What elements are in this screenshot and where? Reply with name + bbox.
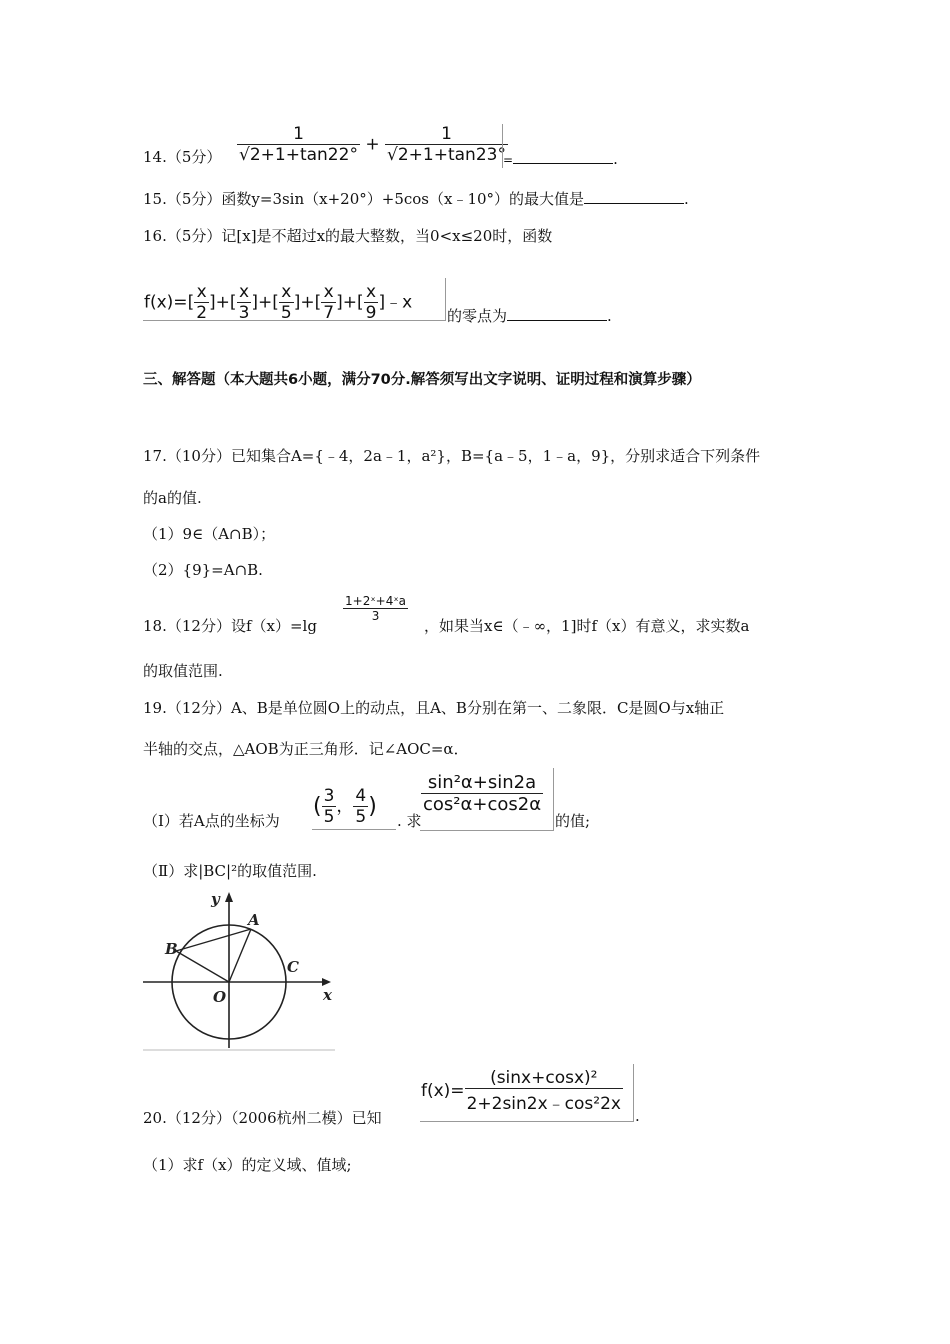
q18-fraction bbox=[343, 594, 408, 623]
q20-num: (sinx+cosx)² bbox=[490, 1068, 598, 1088]
q17-part1: （1）9∈（A∩B）； bbox=[143, 525, 276, 543]
label-x: x bbox=[323, 986, 332, 1004]
segment-ab bbox=[176, 929, 251, 951]
q16-term-2-num: x bbox=[281, 282, 292, 302]
q20-den: 2+2sin2x﹣cos²2x bbox=[466, 1094, 621, 1114]
q18-den: 3 bbox=[371, 609, 380, 623]
q16-blank[interactable] bbox=[507, 319, 607, 321]
q16-term-1-den: 3 bbox=[238, 303, 250, 323]
q19-expr-img-edge bbox=[553, 768, 554, 831]
q20-img-edge bbox=[633, 1064, 634, 1122]
q16-term-0 bbox=[194, 282, 209, 323]
q19-part1-prefix: （Ⅰ）若A点的坐标为 bbox=[143, 812, 280, 830]
q14-eq: = bbox=[503, 153, 514, 167]
q19-expr-num: sin²α+sin2a bbox=[427, 772, 537, 793]
q14-answer bbox=[503, 150, 618, 168]
q19-figure bbox=[143, 888, 335, 1052]
q14-term1-num: 1 bbox=[293, 124, 304, 144]
q20-line1 bbox=[143, 1107, 382, 1128]
q17-line1: 17.（10分）已知集合A={﹣4，2a﹣1，a²}，B={a﹣5，1﹣a，9}，分别求适合下列条件 bbox=[143, 447, 761, 465]
q19-coord bbox=[313, 786, 377, 827]
q19-coord-n1: 3 bbox=[323, 786, 335, 806]
q19-part1-suffix: 的值; bbox=[555, 812, 591, 830]
q19-coord-n2: 4 bbox=[355, 786, 367, 806]
q14-term1-den: √2+1+tan22° bbox=[239, 145, 358, 165]
q16-term-2-close: ]+ bbox=[293, 292, 315, 313]
q16-line1 bbox=[143, 225, 552, 246]
q16-term-1-close: ]+ bbox=[251, 292, 273, 313]
q17-part2: （2）{9}=A∩B. bbox=[143, 561, 263, 579]
q19-coord-close: ) bbox=[368, 794, 377, 819]
q18-suffix-line bbox=[424, 615, 749, 636]
label-b: B bbox=[165, 940, 178, 958]
q16-term-3-close: ]+ bbox=[336, 292, 357, 313]
y-axis-arrow-icon bbox=[225, 892, 233, 902]
q16-term-1-num: x bbox=[238, 282, 249, 302]
q14-line bbox=[143, 146, 221, 167]
q16-term-2-open: [ bbox=[272, 292, 279, 313]
q19-coord-open: ( bbox=[313, 794, 322, 819]
q15-line bbox=[143, 188, 689, 209]
q14-label: 14.（5分） bbox=[143, 148, 222, 166]
q15-text: 15.（5分）函数y=3sin（x+20°）+5cos（x﹣10°）的最大值是 bbox=[143, 190, 585, 208]
section-heading: 三、解答题（本大题共6小题，满分70分.解答须写出文字说明、证明过程和演算步骤） bbox=[143, 372, 701, 388]
q18-suffix: ，如果当x∈（﹣∞，1]时f（x）有意义，求实数a bbox=[424, 617, 750, 635]
q16-text: 16.（5分）记[x]是不超过x的最大整数，当0<x≤20时，函数 bbox=[143, 227, 553, 245]
q16-term-1-open: [ bbox=[229, 292, 237, 313]
q20-prefix: 20.（12分）（2006杭州二模）已知 bbox=[143, 1109, 382, 1127]
q20-f: f(x)= bbox=[421, 1081, 465, 1101]
q18-prefix: 18.（12分）设f（x）=lg bbox=[143, 617, 317, 635]
q16-term-3-open: [ bbox=[314, 292, 322, 313]
x-axis-arrow-icon bbox=[322, 978, 331, 986]
q16-term-1 bbox=[237, 282, 252, 323]
q16-img-bottom bbox=[143, 320, 446, 321]
q19-line1: 19.（12分）A、B是单位圆O上的动点，且A、B分别在第一、二象限．C是圆O与x轴正 bbox=[143, 699, 725, 717]
q14-plus: + bbox=[365, 134, 380, 155]
q16-term-4-den: 9 bbox=[365, 303, 377, 323]
q14-formula bbox=[237, 124, 508, 165]
q18-num: 1+2ˣ+4ˣa bbox=[345, 594, 407, 608]
q16-term-4 bbox=[364, 282, 379, 323]
segment-ob bbox=[176, 951, 229, 982]
q15-blank[interactable] bbox=[584, 202, 684, 204]
q14-term1 bbox=[237, 124, 360, 165]
q16-term-4-close: ]﹣x bbox=[378, 292, 413, 313]
q16-term-0-den: 2 bbox=[196, 303, 208, 323]
q20-end: . bbox=[635, 1107, 640, 1125]
q19-line2: 半轴的交点，△AOB为正三角形．记∠AOC=α． bbox=[143, 740, 469, 758]
label-a: A bbox=[248, 911, 260, 929]
q16-answer bbox=[447, 305, 612, 326]
q16-term-3-den: 7 bbox=[323, 303, 335, 323]
q18-line1 bbox=[143, 615, 317, 636]
q16-term-3-num: x bbox=[323, 282, 334, 302]
q19-coord-d2: 5 bbox=[355, 807, 367, 827]
q19-coord-img-bottom bbox=[312, 829, 396, 830]
q19-expr-img-bottom bbox=[420, 830, 554, 831]
q16-term-0-num: x bbox=[196, 282, 207, 302]
q16-term-0-close: ]+ bbox=[209, 292, 230, 313]
q14-term2-den: √2+1+tan23° bbox=[387, 145, 506, 165]
q19-part1-mid: . 求 bbox=[397, 812, 422, 830]
q19-expr bbox=[421, 772, 543, 815]
q19-part2: （Ⅱ）求|BC|²的取值范围. bbox=[143, 862, 317, 880]
q20-part1: （1）求f（x）的定义域、值域; bbox=[143, 1156, 352, 1174]
q16-term-4-num: x bbox=[366, 282, 377, 302]
label-y: y bbox=[211, 890, 220, 908]
q16-suffix: 的零点为 bbox=[447, 307, 508, 325]
q14-term2-num: 1 bbox=[441, 124, 452, 144]
q14-blank[interactable] bbox=[513, 162, 613, 164]
q19-coord-d1: 5 bbox=[323, 807, 335, 827]
q16-img-edge bbox=[445, 278, 446, 321]
q14-term2 bbox=[385, 124, 508, 165]
q16-formula bbox=[144, 282, 412, 323]
q16-term-2-den: 5 bbox=[280, 303, 292, 323]
q17-line2: 的a的值. bbox=[143, 489, 202, 507]
segment-oa bbox=[229, 929, 251, 982]
q19-expr-den: cos²α+cos2α bbox=[423, 794, 542, 815]
label-c: C bbox=[287, 958, 299, 976]
label-o: O bbox=[213, 988, 227, 1006]
q16-term-4-open: [ bbox=[357, 292, 364, 313]
q16-f-prefix: f(x)= bbox=[144, 292, 188, 313]
q16-term-3 bbox=[321, 282, 336, 323]
q16-term-2 bbox=[279, 282, 294, 323]
q16-end: . bbox=[607, 307, 612, 325]
q16-term-0-open: [ bbox=[187, 292, 195, 313]
q19-coord-comma: ， bbox=[336, 796, 354, 817]
q20-img-bottom bbox=[420, 1121, 634, 1122]
q14-end: . bbox=[613, 150, 618, 168]
q18-line2: 的取值范围. bbox=[143, 662, 223, 680]
q15-end: . bbox=[684, 190, 689, 208]
q20-formula bbox=[421, 1068, 623, 1114]
